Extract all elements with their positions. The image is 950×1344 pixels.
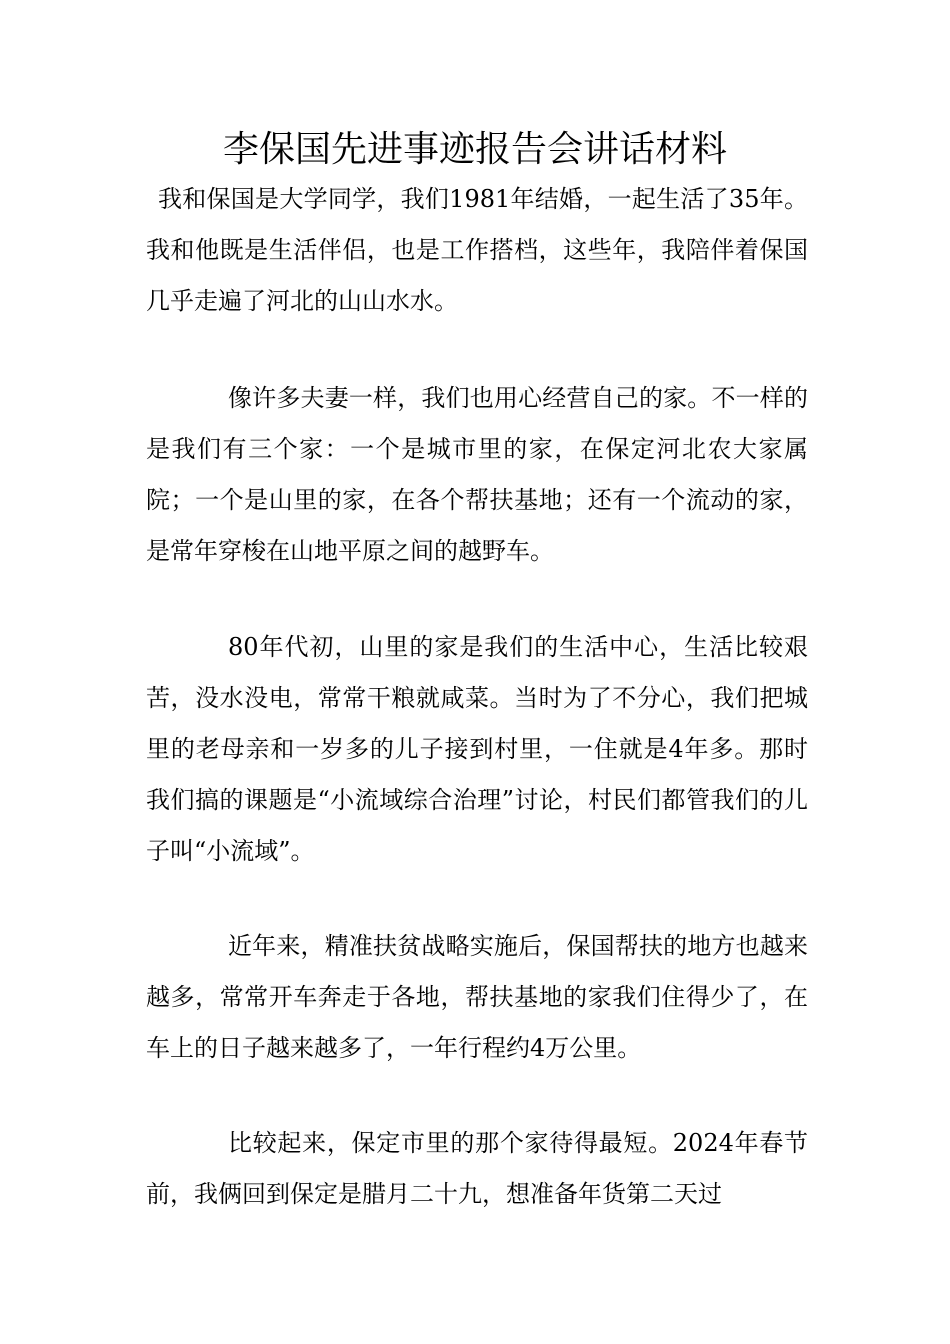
paragraph-1: 我和保国是大学同学，我们1981年结婚，一起生活了35年。我和他既是生活伴侣，也是工作搭档，这些年，我陪伴着保国几乎走遍了河北的山山水水。 [146,185,808,315]
paragraph-5: 比较起来，保定市里的那个家待得最短。2024年春节前，我俩回到保定是腊月二十九，想准备年货第二天过 [146,1129,808,1208]
paragraph-4: 近年来，精准扶贫战略实施后，保国帮扶的地方也越来越多，常常开车奔走于各地，帮扶基地的家我们住得少了，在车上的日子越来越多了，一年行程约4万公里。 [146,932,808,1062]
paragraph-3: 80年代初，山里的家是我们的生活中心，生活比较艰苦，没水没电，常常干粮就咸菜。当时为了不分心，我们把城里的老母亲和一岁多的儿子接到村里，一住就是4年多。那时我们搞的课题是“小流域综合治理”讨论，村民们都管我们的儿子叫“小流域”。 [146,633,808,865]
document-title: 李保国先进事迹报告会讲话材料 [222,129,727,170]
paragraph-2: 像许多夫妻一样，我们也用心经营自己的家。不一样的是我们有三个家：一个是城市里的家，在保定河北农大家属院；一个是山里的家，在各个帮扶基地；还有一个流动的家，是常年穿梭在山地平原之间的越野车。 [146,384,808,565]
